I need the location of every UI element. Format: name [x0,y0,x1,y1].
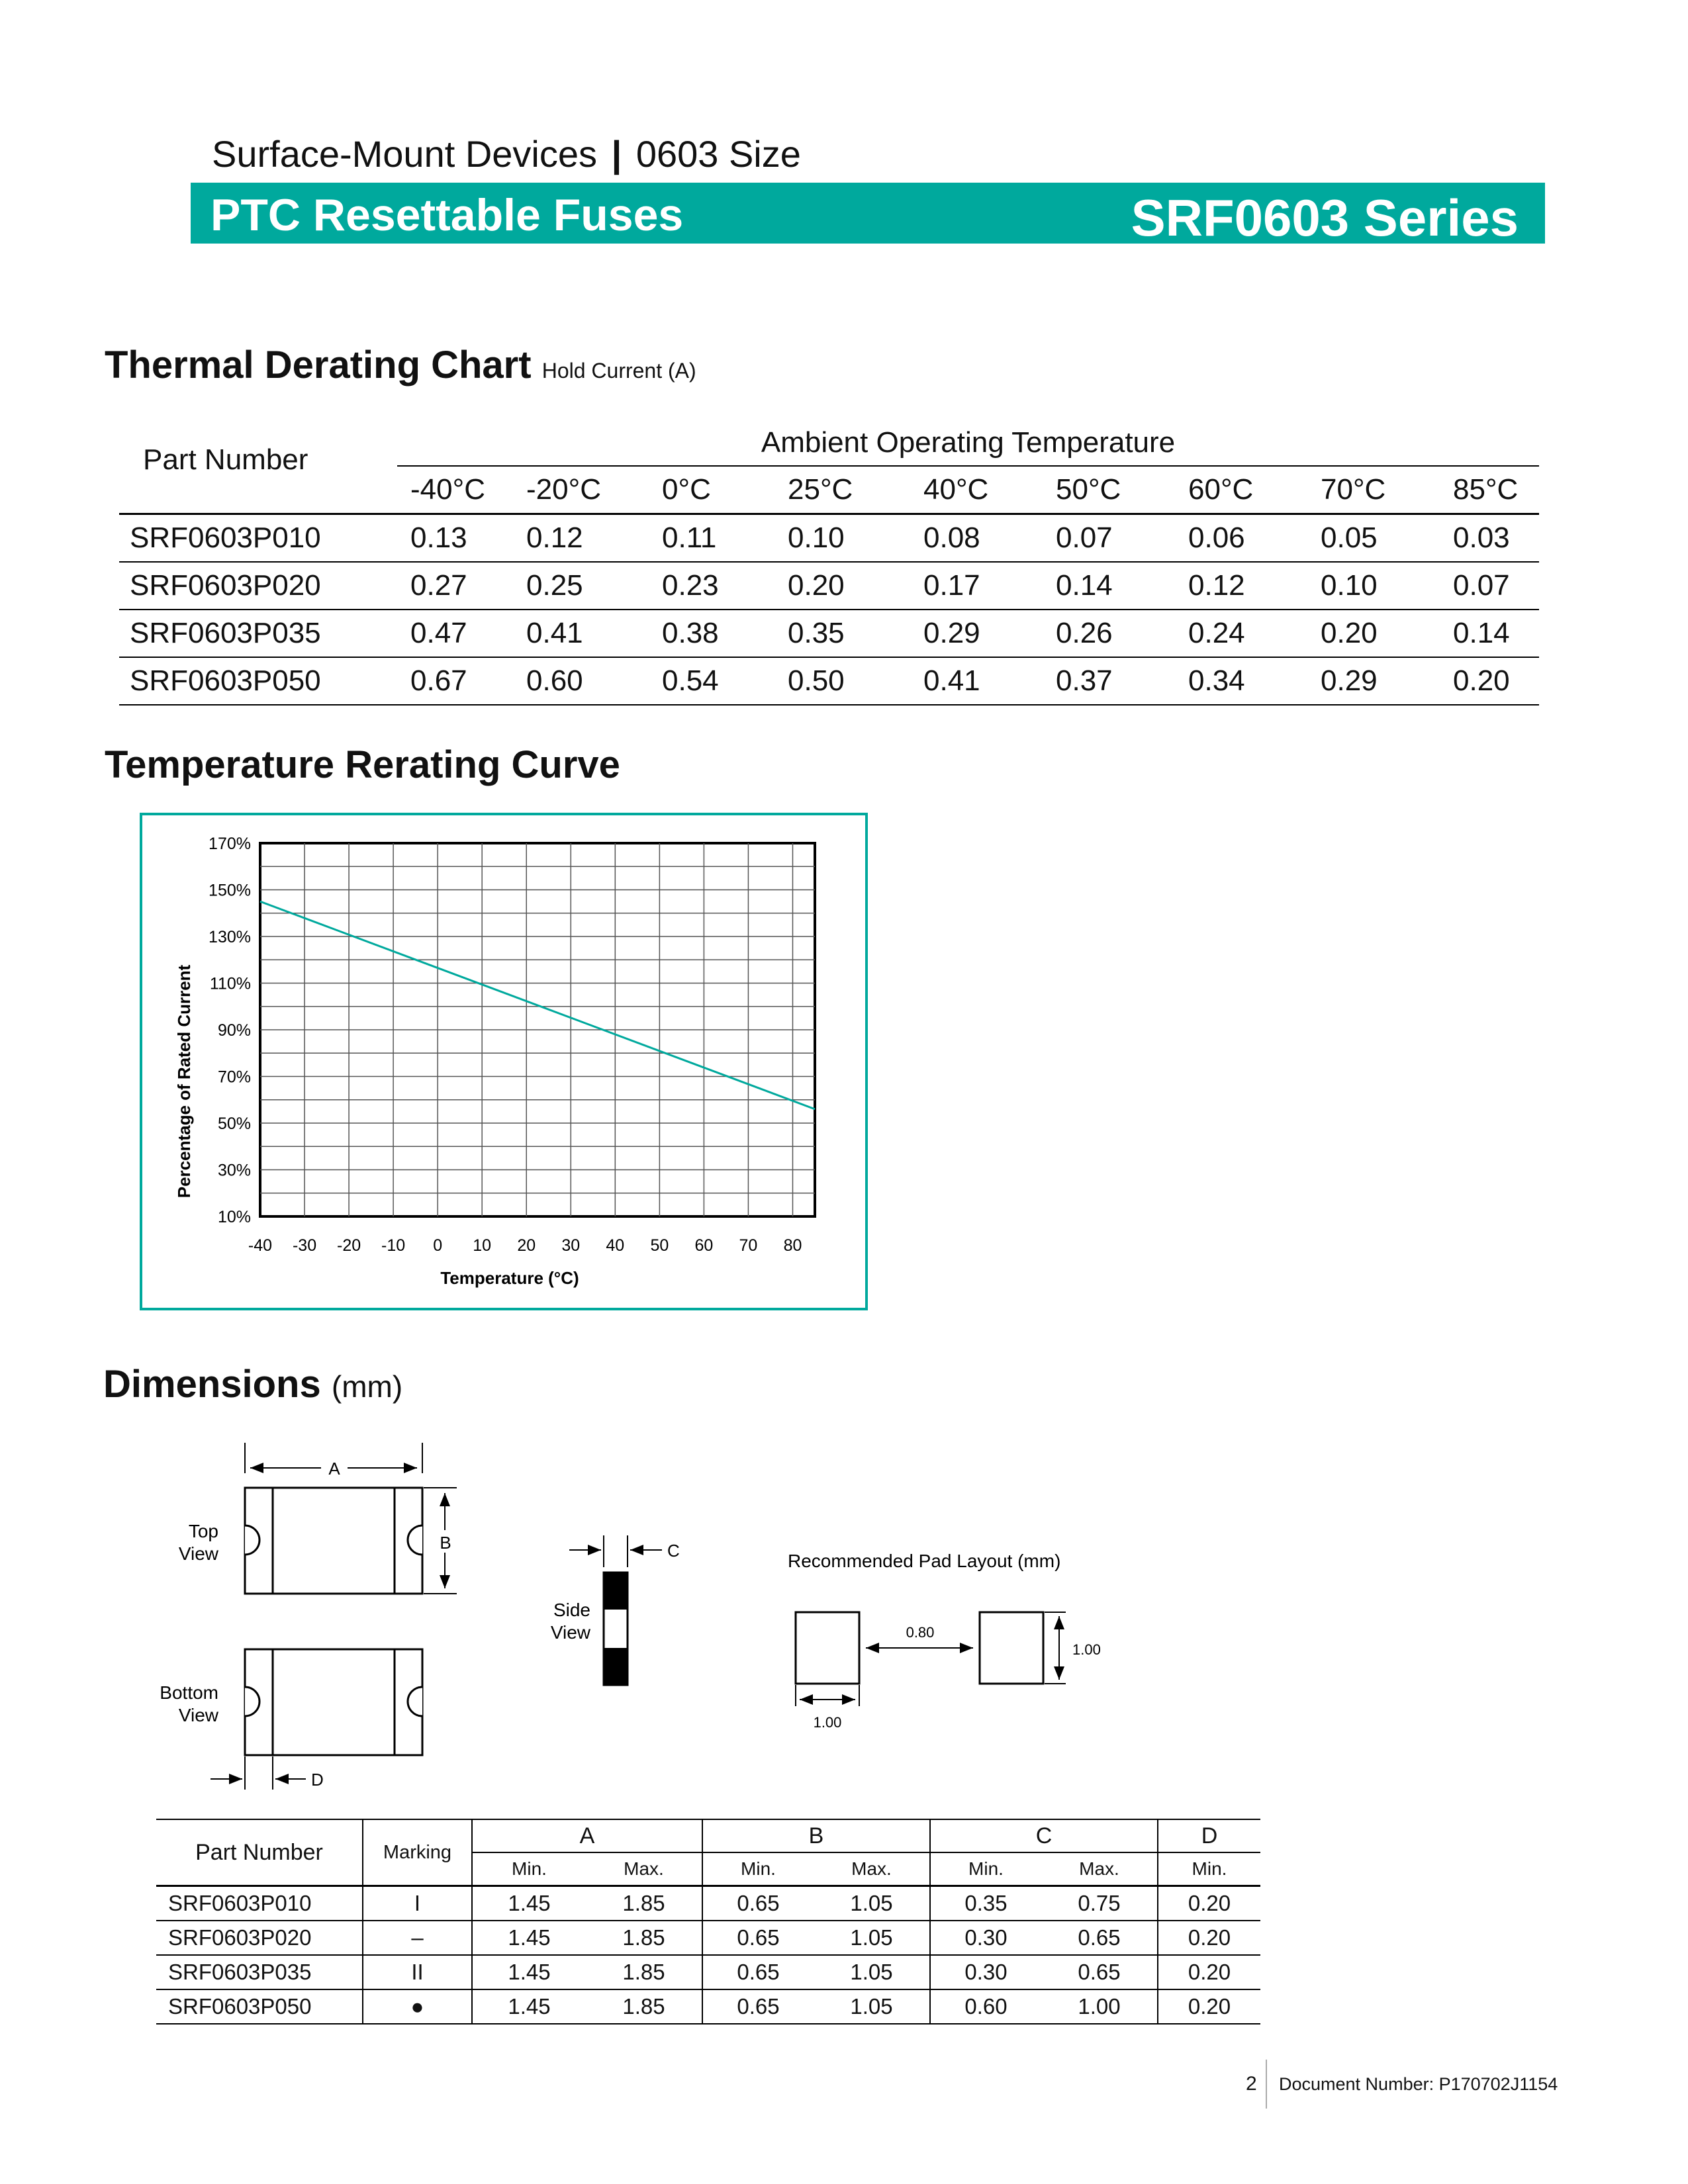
value-cell: 0.13 [397,514,513,563]
chart-x-tick-label: -20 [337,1236,361,1255]
chart-y-tick-label: 30% [217,1161,251,1180]
chart-x-tick-label: -40 [248,1236,273,1255]
value-cell: 0.29 [904,610,1036,657]
part-number-cell: SRF0603P020 [119,562,397,610]
dim-value-cell: 0.65 [702,1989,814,2024]
dim-value-cell: 0.30 [930,1955,1041,1989]
dim-part-number-header: Part Number [156,1819,363,1886]
dim-value-cell: 1.05 [814,1955,930,1989]
temp-header: 50°C [1036,466,1168,514]
value-cell: 0.37 [1036,657,1168,705]
dim-d-label: D [311,1770,324,1790]
temp-header: 60°C [1168,466,1301,514]
dim-subheader: Min. [930,1852,1041,1886]
dim-value-cell: 0.35 [930,1886,1041,1921]
value-cell: 0.11 [635,514,768,563]
dim-value-cell: 1.00 [1041,1989,1158,2024]
dim-group-header: D [1158,1819,1260,1852]
chart-x-tick-label: 60 [694,1236,714,1255]
chart-x-tick-label: 30 [561,1236,581,1255]
chart-x-tick-label: 80 [783,1236,802,1255]
dim-value-cell: 1.45 [472,1921,586,1955]
dim-subheader: Max. [814,1852,930,1886]
part-number-cell: SRF0603P035 [119,610,397,657]
value-cell: 0.50 [768,657,904,705]
side-view-label-2: View [550,1622,590,1643]
thermal-derating-table [119,420,1539,705]
value-cell: 0.07 [1433,562,1539,610]
curve-section-title: Temperature Rerating Curve [105,743,620,786]
dim-value-cell: 0.20 [1158,1955,1260,1989]
page-subtitle [212,132,801,175]
dim-group-header: A [472,1819,702,1852]
value-cell: 0.24 [1168,610,1301,657]
dim-part-number-cell: SRF0603P010 [156,1886,363,1921]
value-cell: 0.12 [1168,562,1301,610]
value-cell: 0.14 [1433,610,1539,657]
value-cell: 0.26 [1036,610,1168,657]
pad-layout-title: Recommended Pad Layout (mm) [788,1551,1061,1571]
chart-x-tick-label: 50 [650,1236,669,1255]
chart-x-tick-label: -10 [381,1236,406,1255]
value-cell: 0.14 [1036,562,1168,610]
banner-product-type: PTC Resettable Fuses [211,190,684,240]
subtitle-left: Surface-Mount Devices [212,133,598,175]
side-view-label-1: Side [553,1600,590,1620]
dim-value-cell: 1.05 [814,1921,930,1955]
dim-value-cell: 1.85 [586,1955,702,1989]
value-cell: 0.10 [1301,562,1433,610]
chart-y-tick-label: 10% [217,1208,251,1226]
table-row [156,1921,1260,1955]
chart-x-axis-label: Temperature (°C) [440,1268,579,1288]
dim-value-cell: 0.65 [702,1955,814,1989]
table-row [156,1886,1260,1921]
value-cell: 0.41 [904,657,1036,705]
dimensions-unit: (mm) [331,1369,403,1404]
temp-header: 85°C [1433,466,1539,514]
dimensions-section-title [103,1362,402,1406]
dim-subheader: Max. [1041,1852,1158,1886]
value-cell: 0.25 [513,562,635,610]
chart-y-tick-label: 150% [209,881,251,900]
table-row [156,1989,1260,2024]
table-row [156,1955,1260,1989]
temp-header: 25°C [768,466,904,514]
value-cell: 0.20 [1301,610,1433,657]
dim-part-number-cell: SRF0603P035 [156,1955,363,1989]
value-cell: 0.67 [397,657,513,705]
dimension-drawing [152,1443,1145,1800]
rerating-chart-svg [142,815,865,1308]
table-row [119,657,1539,705]
pad-width-label: 1.00 [813,1714,842,1731]
temp-header: -40°C [397,466,513,514]
value-cell: 0.03 [1433,514,1539,563]
marking-cell: I [363,1886,472,1921]
marking-cell: ● [363,1989,472,2024]
value-cell: 0.06 [1168,514,1301,563]
title-banner [191,183,1545,247]
value-cell: 0.17 [904,562,1036,610]
rerating-chart [140,813,868,1310]
temp-header: -20°C [513,466,635,514]
value-cell: 0.35 [768,610,904,657]
top-view-label-1: Top [188,1521,218,1541]
value-cell: 0.20 [1433,657,1539,705]
chart-y-tick-label: 130% [209,928,251,946]
value-cell: 0.47 [397,610,513,657]
footer-divider [1266,2060,1267,2109]
dim-c-label: C [667,1541,680,1561]
dim-marking-header: Marking [363,1819,472,1886]
value-cell: 0.08 [904,514,1036,563]
chart-x-tick-label: 0 [433,1236,443,1255]
dim-value-cell: 0.60 [930,1989,1041,2024]
dim-part-number-cell: SRF0603P050 [156,1989,363,2024]
dim-b-label: B [440,1533,451,1553]
dim-value-cell: 0.65 [702,1921,814,1955]
chart-x-tick-label: -30 [292,1236,317,1255]
dim-value-cell: 1.85 [586,1886,702,1921]
dim-value-cell: 1.85 [586,1989,702,2024]
temp-header: 70°C [1301,466,1433,514]
dimensions-title: Dimensions [103,1363,321,1406]
chart-x-tick-label: 10 [473,1236,492,1255]
table-row [119,610,1539,657]
subtitle-right: 0603 Size [635,133,801,175]
page-number: 2 [1246,2073,1257,2095]
value-cell: 0.38 [635,610,768,657]
dim-subheader: Max. [586,1852,702,1886]
value-cell: 0.60 [513,657,635,705]
chart-x-tick-label: 40 [606,1236,625,1255]
pad-gap-label: 0.80 [906,1624,935,1641]
pad-right [980,1612,1043,1684]
dim-value-cell: 0.65 [702,1886,814,1921]
top-view-chip [245,1488,422,1594]
dim-value-cell: 1.45 [472,1886,586,1921]
chart-y-axis-label: Percentage of Rated Current [174,964,194,1199]
dim-value-cell: 0.65 [1041,1921,1158,1955]
dim-value-cell: 0.20 [1158,1886,1260,1921]
chart-y-tick-label: 110% [209,974,251,993]
pad-height-label: 1.00 [1072,1641,1101,1658]
dim-value-cell: 0.75 [1041,1886,1158,1921]
chart-x-tick-label: 20 [517,1236,536,1255]
marking-cell: – [363,1921,472,1955]
table-row [119,562,1539,610]
bottom-view-chip [245,1649,422,1755]
value-cell: 0.34 [1168,657,1301,705]
thermal-part-number-header: Part Number [143,443,308,476]
dim-value-cell: 1.05 [814,1989,930,2024]
dim-part-number-cell: SRF0603P020 [156,1921,363,1955]
dim-value-cell: 0.20 [1158,1989,1260,2024]
dim-a-label: A [328,1459,340,1479]
subtitle-separator: | [611,133,622,175]
thermal-subtitle: Hold Current (A) [541,359,696,383]
dim-subheader: Min. [1158,1852,1260,1886]
temp-header: 0°C [635,466,768,514]
part-number-cell: SRF0603P010 [119,514,397,563]
dim-value-cell: 0.20 [1158,1921,1260,1955]
value-cell: 0.54 [635,657,768,705]
table-row [119,514,1539,563]
dim-group-header: C [930,1819,1158,1852]
dim-value-cell: 0.30 [930,1921,1041,1955]
marking-cell: II [363,1955,472,1989]
dim-subheader: Min. [472,1852,586,1886]
dim-value-cell: 0.65 [1041,1955,1158,1989]
bottom-view-label-2: View [178,1705,218,1725]
dim-value-cell: 1.45 [472,1955,586,1989]
chart-y-tick-label: 50% [217,1115,251,1133]
top-view-label-2: View [178,1543,218,1564]
dim-subheader: Min. [702,1852,814,1886]
value-cell: 0.20 [768,562,904,610]
dim-value-cell: 1.85 [586,1921,702,1955]
ambient-temperature-header: Ambient Operating Temperature [397,420,1539,466]
chart-y-tick-label: 70% [217,1068,251,1087]
chart-y-tick-label: 170% [209,835,251,853]
bottom-view-label-1: Bottom [160,1682,218,1703]
value-cell: 0.12 [513,514,635,563]
value-cell: 0.29 [1301,657,1433,705]
value-cell: 0.41 [513,610,635,657]
value-cell: 0.27 [397,562,513,610]
thermal-section-title [105,343,696,387]
thermal-title: Thermal Derating Chart [105,343,532,387]
pad-left [796,1612,859,1684]
part-number-cell: SRF0603P050 [119,657,397,705]
dim-group-header: B [702,1819,930,1852]
value-cell: 0.10 [768,514,904,563]
chart-y-tick-label: 90% [217,1021,251,1040]
value-cell: 0.07 [1036,514,1168,563]
document-number: Document Number: P170702J1154 [1279,2074,1558,2094]
banner-series-name: SRF0603 Series [1131,189,1519,247]
value-cell: 0.23 [635,562,768,610]
side-view-chip [604,1572,628,1685]
temp-header: 40°C [904,466,1036,514]
dim-value-cell: 1.45 [472,1989,586,2024]
value-cell: 0.05 [1301,514,1433,563]
chart-x-tick-label: 70 [739,1236,758,1255]
dimensions-table [156,1819,1260,2025]
dim-value-cell: 1.05 [814,1886,930,1921]
